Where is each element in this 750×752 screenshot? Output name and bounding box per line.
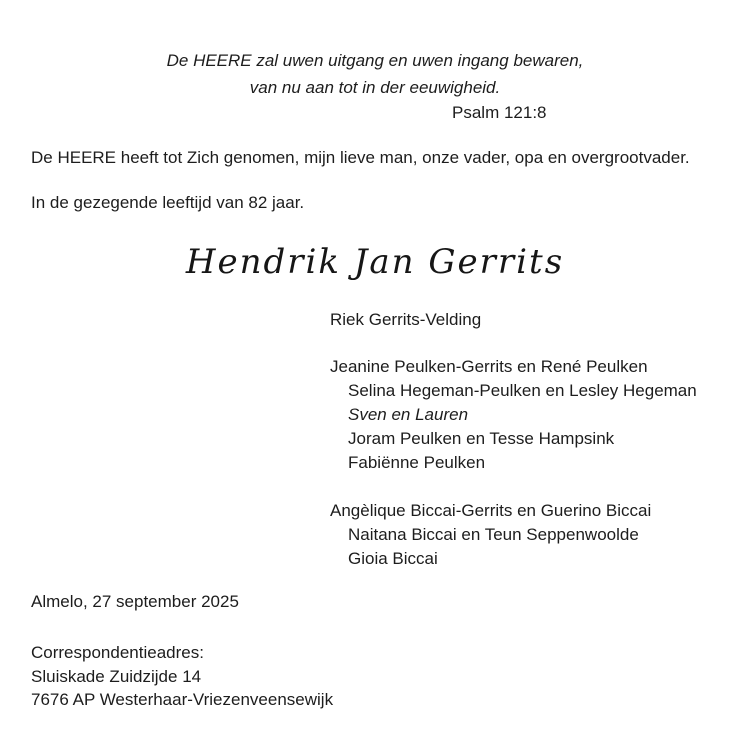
family-member: Joram Peulken en Tesse Hampsink bbox=[348, 429, 615, 448]
scripture-line-1: De HEERE zal uwen uitgang en uwen ingang bewaren, bbox=[166, 51, 584, 70]
deceased-name: Hendrik Jan Gerrits bbox=[185, 242, 565, 282]
family-group-2 bbox=[330, 499, 697, 571]
family-member-grandchildren: Sven en Lauren bbox=[348, 405, 469, 424]
scripture-reference: Psalm 121:8 bbox=[452, 103, 547, 122]
scripture-quote bbox=[0, 47, 750, 101]
spouse-name: Riek Gerrits-Velding bbox=[330, 310, 482, 329]
family-group-head: Jeanine Peulken-Gerrits en René Peulken bbox=[330, 357, 648, 376]
family-member: Selina Hegeman-Peulken en Lesley Hegeman bbox=[348, 381, 697, 400]
family-member: Fabiënne Peulken bbox=[348, 453, 486, 472]
correspondence-city: 7676 AP Westerhaar-Vriezenveensewijk bbox=[31, 690, 334, 709]
scripture-line-2: van nu aan tot in der eeuwigheid. bbox=[249, 78, 501, 97]
correspondence-street: Sluiskade Zuidzijde 14 bbox=[31, 666, 202, 686]
family-list bbox=[330, 308, 697, 595]
family-member: Gioia Biccai bbox=[348, 549, 438, 568]
spouse-block bbox=[330, 308, 697, 332]
age-line: In de gezegende leeftijd van 82 jaar. bbox=[31, 193, 305, 212]
correspondence-label: Correspondentieadres: bbox=[31, 643, 204, 662]
correspondence-address bbox=[31, 641, 333, 712]
family-member: Naitana Biccai en Teun Seppenwoolde bbox=[348, 525, 639, 544]
family-group-head: Angèlique Biccai-Gerrits en Guerino Biccai bbox=[330, 501, 652, 520]
family-group-1 bbox=[330, 355, 697, 475]
announcement-line: De HEERE heeft tot Zich genomen, mijn lieve man, onze vader, opa en overgrootvader. bbox=[31, 148, 690, 167]
place-and-date: Almelo, 27 september 2025 bbox=[31, 592, 239, 611]
